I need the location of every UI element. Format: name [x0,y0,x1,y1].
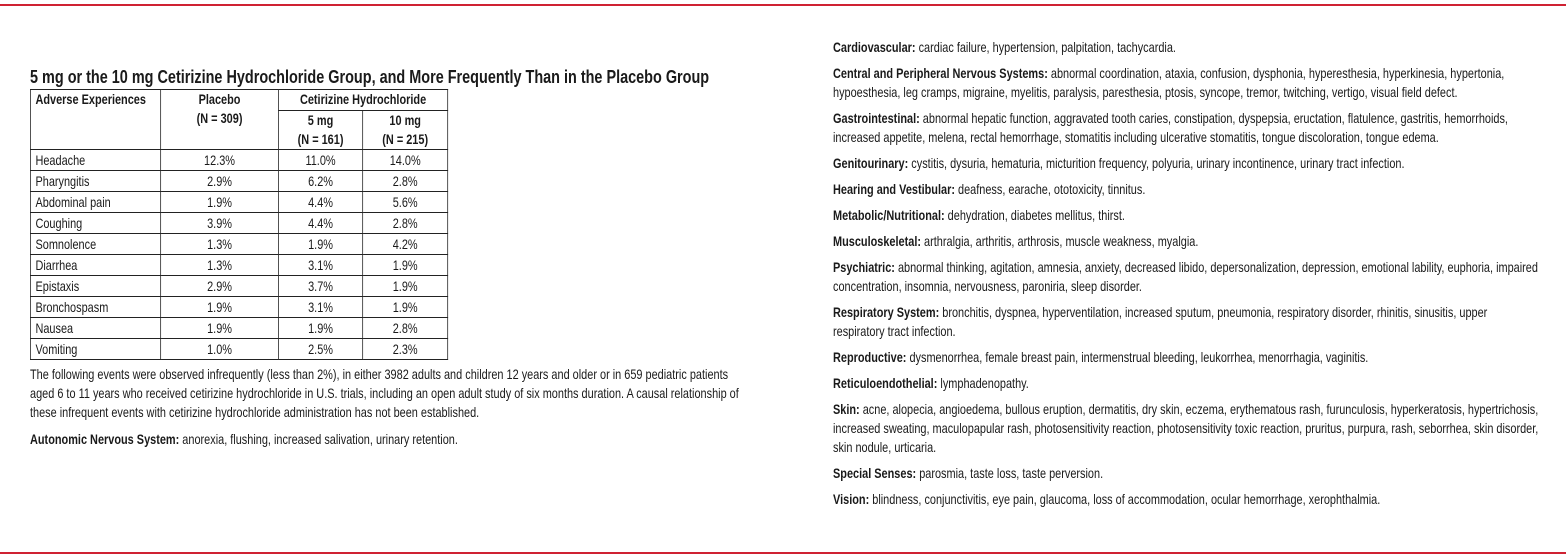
category-label: Cardiovascular: [833,39,916,55]
category-text: lymphadenopathy. [937,375,1029,391]
cell-placebo: 12.3% [161,150,279,171]
category-label: Reticuloendothelial: [833,375,938,391]
category-skin [833,400,1539,457]
table-row [30,234,447,255]
category-label: Genitourinary: [833,155,909,171]
cell-mg5: 3.1% [278,255,362,276]
cell-mg10: 2.8% [363,171,448,192]
category-text: dysmenorrhea, female breast pain, intermenstrual bleeding, leukorrhea, menorrhagia, vaginitis. [906,349,1369,365]
bottom-rule [0,552,1566,554]
category-label: Skin: [833,401,860,417]
category-cardiovascular [833,38,1539,57]
cell-name: Coughing [30,213,160,234]
cell-mg5: 3.1% [278,297,362,318]
adverse-experiences-table [30,89,448,360]
header-cetirizine: Cetirizine Hydrochloride [278,90,447,111]
category-musculoskeletal [833,232,1539,251]
table-row [30,150,447,171]
table-row [30,255,447,276]
cell-name: Headache [30,150,160,171]
cell-placebo: 1.3% [161,255,279,276]
header-adverse: Adverse Experiences [30,90,160,150]
header-placebo: Placebo (N = 309) [161,90,279,150]
category-label: Central and Peripheral Nervous Systems: [833,65,1048,81]
category-text: dehydration, diabetes mellitus, thirst. [944,207,1125,223]
header-5mg: 5 mg (N = 161) [278,111,362,150]
cell-mg10: 2.3% [363,339,448,360]
category-label: Hearing and Vestibular: [833,181,955,197]
header-10mg: 10 mg (N = 215) [363,111,448,150]
category-label: Musculoskeletal: [833,233,922,249]
cell-mg10: 1.9% [363,255,448,276]
cell-name: Bronchospasm [30,297,160,318]
category-text: parosmia, taste loss, taste perversion. [916,465,1104,481]
top-rule [0,4,1566,6]
cell-placebo: 3.9% [161,213,279,234]
table-row [30,171,447,192]
cell-mg5: 1.9% [278,318,362,339]
category-reticuloendothelial [833,374,1539,393]
cell-mg5: 6.2% [278,171,362,192]
table-row [30,297,447,318]
category-label: Special Senses: [833,465,917,481]
cell-name: Pharyngitis [30,171,160,192]
cell-mg5: 2.5% [278,339,362,360]
category-label: Psychiatric: [833,259,895,275]
cell-mg5: 4.4% [278,213,362,234]
left-column [30,66,755,456]
category-reproductive [833,348,1539,367]
category-central-and-peripheral-nervous-systems [833,64,1539,102]
category-label: Gastrointestinal: [833,110,920,126]
category-special-senses [833,464,1539,483]
cell-placebo: 1.0% [161,339,279,360]
category-gastrointestinal [833,109,1539,147]
category-text: cystitis, dysuria, hematuria, micturition frequency, polyuria, urinary incontinence, urinary tract infection. [908,155,1405,171]
cell-mg10: 14.0% [363,150,448,171]
category-text: arthralgia, arthritis, arthrosis, muscle weakness, myalgia. [921,233,1199,249]
cell-name: Somnolence [30,234,160,255]
cell-name: Vomiting [30,339,160,360]
category-text: deafness, earache, ototoxicity, tinnitus. [954,181,1146,197]
category-psychiatric [833,258,1539,296]
category-text: abnormal thinking, agitation, amnesia, anxiety, decreased libido, depersonalization, depression, emotional lability, euphoria, impaired concentration, insomnia, nervousness, paroniria, sleep disorder. [833,259,1538,294]
category-respiratory-system [833,303,1539,341]
cell-placebo: 2.9% [161,276,279,297]
category-text: blindness, conjunctivitis, eye pain, glaucoma, loss of accommodation, ocular hemorrhage, xerophthalmia. [869,491,1381,507]
table-row [30,213,447,234]
cell-name: Diarrhea [30,255,160,276]
cell-mg10: 4.2% [363,234,448,255]
category-text: acne, alopecia, angioedema, bullous eruption, dermatitis, dry skin, eczema, erythematous rash, furunculosis, hyperkeratosis, hypertrichosis, increased sweating, maculopapular rash, photosensitivity reaction, photosensitivity toxic reaction, pruritus, purpura, rash, seborrhea, skin disorder, skin nodule, urticaria. [833,401,1539,455]
cell-mg10: 5.6% [363,192,448,213]
cell-mg10: 1.9% [363,276,448,297]
cell-name: Abdominal pain [30,192,160,213]
category-label: Respiratory System: [833,304,940,320]
cell-mg10: 2.8% [363,213,448,234]
cell-mg10: 2.8% [363,318,448,339]
cell-mg5: 11.0% [278,150,362,171]
category-hearing-and-vestibular [833,180,1539,199]
infrequent-note: The following events were observed infrequently (less than 2%), in either 3982 adults and children 12 years and older or in 659 pediatric patients aged 6 to 11 years who received cetirizine hydrochloride in U.S. trials, including an open adult study of six months duration. A causal relationship of these infrequent events with cetirizine hydrochloride administration has not been established. [30,366,739,420]
cell-placebo: 1.3% [161,234,279,255]
category-label: Reproductive: [833,349,907,365]
right-column [833,38,1539,516]
category-text: bronchitis, dyspnea, hyperventilation, increased sputum, pneumonia, respiratory disorder, rhinitis, sinusitis, upper respiratory tract infection. [833,304,1488,339]
table-title: 5 mg or the 10 mg Cetirizine Hydrochloride Group, and More Frequently Than in the Placebo Group [30,66,710,87]
table-row [30,276,447,297]
category-vision [833,490,1539,509]
cell-placebo: 1.9% [161,297,279,318]
cell-placebo: 1.9% [161,318,279,339]
cell-mg5: 1.9% [278,234,362,255]
category-genitourinary [833,154,1539,173]
cell-placebo: 2.9% [161,171,279,192]
category-text: cardiac failure, hypertension, palpitation, tachycardia. [915,39,1176,55]
table-row [30,318,447,339]
cell-name: Epistaxis [30,276,160,297]
table-row [30,339,447,360]
category-label: Metabolic/Nutritional: [833,207,945,223]
category-autonomic: Autonomic Nervous System: anorexia, flushing, increased salivation, urinary retention. [30,431,458,447]
category-text: abnormal hepatic function, aggravated tooth caries, constipation, dyspepsia, eructation, flatulence, gastritis, hemorrhoids, increased appetite, melena, rectal hemorrhage, stomatitis including ulcerative stomatitis, tongue discoloration, tongue edema. [833,110,1508,145]
category-text: abnormal coordination, ataxia, confusion, dysphonia, hyperesthesia, hyperkinesia, hypertonia, hypoesthesia, leg cramps, migraine, myelitis, paralysis, paresthesia, ptosis, syncope, tremor, twitching, vertigo, visual field defect. [833,65,1505,100]
table-row [30,192,447,213]
cell-name: Nausea [30,318,160,339]
category-metabolic-nutritional [833,206,1539,225]
cell-mg5: 3.7% [278,276,362,297]
category-label: Vision: [833,491,870,507]
cell-mg10: 1.9% [363,297,448,318]
cell-mg5: 4.4% [278,192,362,213]
cell-placebo: 1.9% [161,192,279,213]
